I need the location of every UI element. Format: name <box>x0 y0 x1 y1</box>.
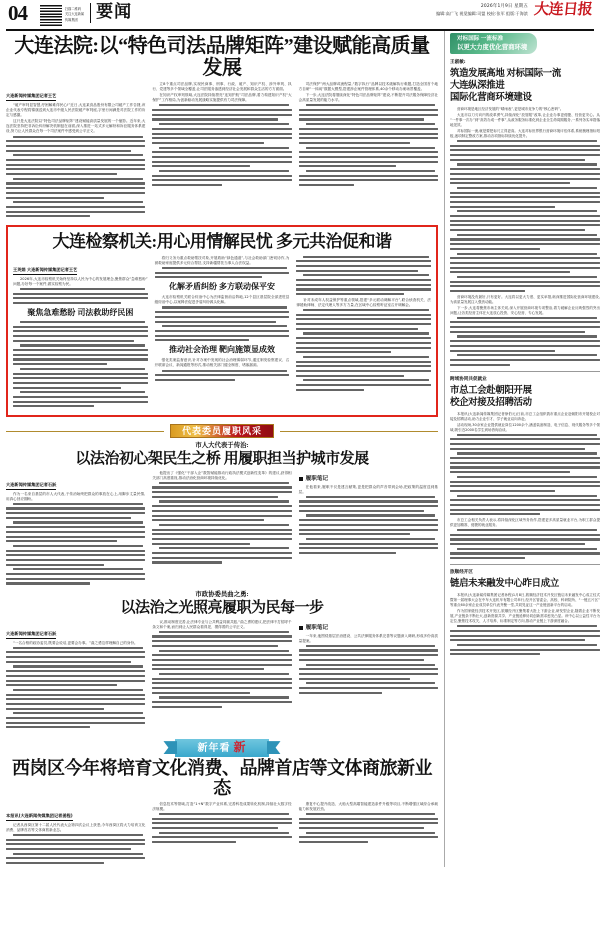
right-story-1-headline <box>450 68 600 104</box>
paragraph: 他提出了《强化“干部入企”数智赋能推动行政执法模式创新性变革》的建议,获得相关部门高度重视,推动法治化营商环境持续优化。 <box>152 470 292 480</box>
right-story-2 <box>450 376 600 560</box>
filler-lines <box>296 309 431 391</box>
filler-lines <box>152 631 291 708</box>
right-story-2-kicker: 跨域协同共促就业 <box>450 376 487 382</box>
filler-lines <box>13 288 148 304</box>
lead-column-1 <box>6 82 145 220</box>
deputy2-column-2-text <box>152 620 291 630</box>
lead-column-1-text <box>6 103 145 135</box>
filler-lines <box>450 317 600 366</box>
deputy-story-1-mark-label <box>299 474 438 484</box>
masthead-meta <box>436 2 528 17</box>
lead-column-2-text <box>152 82 291 103</box>
paragraph: 本报讯(大连新闻传媒集团记者徐伯元)日前,市总工会组织我市重点企业赴朝阳市开展校企对接及招聘活动,助力企业引才、学子就业双向奔赴。 <box>450 411 600 421</box>
newyear-story-byline: 本报讯(大连新闻传媒集团记者姜程) <box>6 812 73 821</box>
redbox-subhead-1: 聚焦急难愁盼 司法救助纾民困 <box>27 307 134 317</box>
deputy2-column-3-text <box>299 634 438 644</box>
publication-date: 2026年1月9日 星期五 <box>480 4 528 9</box>
newyear-column-3-text <box>299 802 438 812</box>
deputy2-column-2 <box>152 620 291 731</box>
opinion-topic-badge <box>450 33 537 54</box>
lead-story-byline: 大连新闻传媒集团记者王艺 <box>6 92 56 101</box>
paragraph: 本报讯(大连新闻传媒集团记者孙程)1月8日,旅顺经济技术开发区链启未来融发中心成立仪式暨第一届理事大会在中车大连机车有限公司举行,经开区管委会、高校、科研院所、“一链五片区”等重点60余家企业成员单位代表齐聚一堂,共同见证这一产业链创新平台的启动。 <box>450 593 600 608</box>
deputy-section-banner <box>6 424 438 438</box>
deputy1-column-1-text <box>6 492 145 502</box>
paragraph: 记者从西岗区第十二届人民代表大会第四次会议上获悉,今年西岗区将大力培育文化消费、品牌首店等文体商旅新业态。 <box>6 822 146 832</box>
topic-badge-line-2: 以更大力度优化营商环境 <box>457 43 528 51</box>
redbox-subhead-3: 推动社会治理 靶向施策显成效 <box>169 345 275 355</box>
paragraph: 大连市以刀刃向内的改革勇气,持续深化“放管服”改革,让企业办事更便捷、经营更安心。从“一件事一次办”到“高效办成一件事”,从政务服务标准化到企业全生命周期服务,一系列务实举措落地见效。 <box>450 113 600 127</box>
banner-rule-right <box>280 431 438 432</box>
editorial-credits: 编辑:高广飞 视觉编辑:司盟 校检:张军 组版:于海滨 <box>436 11 528 16</box>
filler-lines <box>299 645 438 694</box>
redbox-column-3-text <box>296 298 431 308</box>
mark-label-text: 履职笔记 <box>305 475 329 482</box>
newyear-column-2 <box>152 802 291 867</box>
filler-lines <box>152 482 291 564</box>
paragraph: 康复中心提升改造、大船大型高端智能建造条件升级等项目,不断增强区域综合承载能力和发展后劲。 <box>298 801 438 811</box>
redbox-column-3 <box>296 256 431 410</box>
lead-story-headline: 大连法院:以“特色司法品牌矩阵”建设赋能高质量发展 <box>14 35 430 79</box>
mark-label-text: 履职笔记 <box>305 624 329 631</box>
paragraph: 司法保护”两大品牌或流程量,“数字执行”品牌以技术破解执行难题,打造全国首个地方自研“一体阀”数据大模型,搭建涉企案件管理体系,40余个移动办案场景覆盖。 <box>298 82 438 92</box>
deputy-story-2-columns <box>6 620 438 731</box>
highlighted-story <box>6 225 438 417</box>
paragraph: 立8个重点司法品牌,实现民商事、刑事、行政、破产、知识产权、涉外审判、执行、党建等多个领域全覆盖,让司法服务渗透到经济社会发展和群众生活的方方面面。 <box>152 82 292 92</box>
paragraph: 议,推动制度完善,让法律专业与公共利益同频共振,“曲之勇的建议,把法律不打招呼千条文和个案,而归到让人民群众看得见、摸得着的公平正义。 <box>152 619 292 629</box>
headline-line-1: 链启未来融发中心昨日成立 <box>450 579 559 590</box>
paragraph: 强化类案监督意识,针对办案中发现的社会治理薄弱环节,通过制发检察建议、召开联席会议、新闻通报等形式,推动相关部门健全制度、堵塞漏洞。 <box>154 358 290 368</box>
paragraph: 下一步,大连将聚焦市场主体关切,深入开展营商环境专项整治,着力破解企业反映强烈的突出问题,让各类经营主体在大连放心投资、安心经营、专心发展。 <box>450 305 600 315</box>
paragraph: 下一步,大连法院将继续深化“特色司法品牌矩阵”建设,不断提升司法服务保障经济社会高质量发展的能力水平。 <box>298 93 438 103</box>
masthead-divider <box>90 3 91 23</box>
paragraph: 针对未成年人权益保护等重点领域,搭建“多元联动调解平台”,联合侦查机关、法律援助律师、法定代理人等多方力量,在区域中心检察听证室召开调解会。 <box>296 297 432 307</box>
newspaper-nameplate: 大连日报 <box>533 2 593 18</box>
filler-lines <box>450 625 600 655</box>
bullet-square-icon <box>299 626 303 630</box>
redbox-column-2-text <box>155 256 290 266</box>
filler-lines <box>450 529 600 559</box>
newyear-column-1 <box>6 802 145 867</box>
qr-caption-line-2: 关注大连新闻 <box>65 12 85 17</box>
deputy-story-2-mark-label <box>299 623 438 633</box>
paragraph: 在他看来,履职不仅是建言献策,更是把群众的声音带到会场,把政策的温度送到基层。 <box>298 484 438 494</box>
newyear-banner-text: 新年看 <box>197 743 231 755</box>
deputy2-column-3 <box>299 620 438 731</box>
masthead <box>6 0 594 28</box>
headline-line-1: 市总工会赴朝阳开展 <box>450 385 532 396</box>
bullet-square-icon <box>299 477 303 481</box>
deputy-story-2 <box>6 590 438 731</box>
paragraph: 营商环境是地区经济发展的“晴雨表”,更是城市竞争力的“核心密码”。 <box>457 107 564 111</box>
filler-lines <box>155 306 290 341</box>
redbox-column-1-text <box>13 277 148 287</box>
filler-lines <box>155 267 290 278</box>
headline-line-1: 筑造发展高地 对标国际一流 <box>450 69 561 79</box>
topic-badge-line-1: 对标国际 一流标准 <box>457 36 504 42</box>
redbox-column-2-text-b <box>155 295 290 305</box>
filler-lines <box>152 104 291 186</box>
deputy2-column-1 <box>6 620 145 731</box>
qr-code-block[interactable] <box>39 3 84 27</box>
deputy1-column-3 <box>299 471 438 588</box>
redbox-subhead-2: 化解矛盾纠纷 多方联动保平安 <box>169 282 275 292</box>
right-story-1-kicker: 王淑敏: <box>450 60 466 65</box>
paragraph: “一名合格的政协委员,既要会说话,更要会办事。”曲之勇这样理解自己的身份。 <box>13 640 138 645</box>
newyear-story-headline: 西岗区今年将培育文化消费、品牌首店等文体商旅新业态 <box>12 758 432 798</box>
filler-lines <box>299 104 438 186</box>
right-story-1 <box>450 59 600 366</box>
deputy-story-1-headline: 以法治初心架民生之桥 用履职担当护城市发展 <box>75 451 369 468</box>
page-body <box>6 31 600 867</box>
highlighted-story-columns <box>13 256 431 410</box>
paragraph: 大连市检察机关联合综治中心为法律监督前沿阵地,12个县区基层院全部进驻县级综治中心,以案释法促进矛盾纠纷源头化解。 <box>154 295 290 305</box>
lead-column-3-text <box>299 82 438 103</box>
section-title: 要闻 <box>96 2 133 21</box>
right-story-2-body <box>450 412 600 433</box>
filler-lines <box>155 370 290 381</box>
left-zone <box>6 31 438 867</box>
redbox-column-1 <box>13 256 148 410</box>
newyear-story-columns <box>6 802 438 867</box>
paragraph: 营商环境没有最好,只有更好。大连将以更大力度、更实举措,纵深推进国际化营商环境建设,为高质量发展注入强劲动能。 <box>450 294 600 304</box>
filler-lines <box>296 256 431 296</box>
right-story-3-body <box>450 593 600 624</box>
newyear-banner-accent: 新 <box>233 740 247 755</box>
filler-lines <box>13 321 148 407</box>
paragraph: 作为国家级经济技术开发区,旅顺经开区聚集着大批上下游企业,研发型企业,随着企业不断发展,产业链条不断壮大,创新资源共享、产业链延伸协同创新需求愈发凸显。该中心以公益性平台为定位,聚焦技术攻关、人才培养、标准制定等方向,推动产业链上下游深度融合。 <box>450 609 600 624</box>
right-story-1-body <box>450 107 600 139</box>
filler-lines <box>6 503 145 585</box>
banner-rule-left <box>6 431 164 432</box>
paragraph: 将归义务为重点救助帮扶对象,开展救助“绿色通道”,与社会救助部门密切协作,为被救助家庭提供多元综合帮扶,支持新疆帮扶当事人合法权益。 <box>154 255 290 265</box>
filler-lines <box>299 813 438 843</box>
filler-lines <box>6 647 145 729</box>
filler-lines <box>152 813 291 843</box>
deputy1-column-1 <box>6 471 145 588</box>
headline-line-2: 大连纵深推进 <box>450 81 505 91</box>
filler-lines <box>299 496 438 554</box>
right-story-3-kicker: 旅顺经开区 <box>450 570 473 576</box>
right-divider-2 <box>450 564 600 565</box>
lead-story-columns <box>6 82 438 220</box>
qr-caption-line-3: 传媒集团 <box>65 17 78 22</box>
filler-lines <box>6 834 145 864</box>
paragraph: 2026年,大连市检察机关始终坚持以人民为中心的发展理念,聚焦群众“急难愁盼”问题,办好每一个案件,做实检察为民。 <box>13 276 148 286</box>
paragraph: 一年来,他围绕基层法治建设、公共法律服务体系完善等议题深入调研,形成多份高质量提案。 <box>298 633 438 643</box>
lead-column-2 <box>152 82 291 220</box>
qr-caption <box>63 7 84 23</box>
paragraph: 作为一名来自基层的市人大代表,于传治始终把群众的事放在心上,用脚步丈量民情,用真心回应期盼。 <box>6 491 146 501</box>
filler-lines <box>450 140 600 292</box>
newyear-column-1-text <box>6 823 145 833</box>
headline-line-3: 国际化营商环境建设 <box>450 93 532 103</box>
lead-story <box>6 35 438 220</box>
deputy-section-banner-label: 代表委员履职风采 <box>170 424 274 438</box>
right-divider-1 <box>450 371 600 372</box>
filler-lines <box>6 136 145 218</box>
newyear-column-3 <box>299 802 438 867</box>
deputy-story-2-headline: 以法治之光照亮履职为民每一步 <box>120 600 324 617</box>
paragraph: 对标国际一流,就是要把标尺立得更高。大连对标世界银行营商环境评估体系,系统梳理指标短板,逐项制定整改方案,推动各项指标持续优化提升。 <box>450 129 600 138</box>
newyear-column-2-text <box>152 802 291 812</box>
paragraph: 市总工会相关负责人表示,将持续深化区域劳务协作,搭建更多高质量就业平台,为职工群众提供更加精准、便捷的就业服务。 <box>450 518 600 528</box>
right-story-1-body-tail <box>450 295 600 316</box>
deputy2-column-1-text <box>6 641 145 646</box>
highlighted-story-headline: 大连检察机关:用心用情解民忧 多元共治促和谐 <box>52 231 392 251</box>
deputy1-column-2-text <box>152 471 291 481</box>
right-zone <box>444 31 600 867</box>
headline-line-2: 校企对接及招聘活动 <box>450 397 532 408</box>
qr-code-icon[interactable] <box>39 3 63 27</box>
deputy1-column-3-text <box>299 485 438 495</box>
deputy-story-1-kicker: 市人大代表于传治: <box>195 442 249 450</box>
redbox-column-2 <box>155 256 290 410</box>
deputy1-column-2 <box>152 471 291 588</box>
paragraph: 活动现场,30余家企业提供就业岗位1200余个,涵盖装备制造、电子信息、现代服务等多个领域,吸引近2000名学生到场咨询洽谈。 <box>450 422 600 432</box>
highlighted-story-byline: 王英娟 大连新闻传媒集团记者王艺 <box>13 266 77 275</box>
qr-caption-line-1: 扫描二维码 <box>65 7 81 12</box>
paragraph: 这只是大连法院以“特色司法品牌矩阵”建设赋能高质量发展的一个缩影。近年来,大连法院坚持把非诉讼纠纷解决机制挺在前面,深入推进一站式多元解纷和诉讼服务体系建设,努力让人民群众在每一个司法案件中感受到公平正义。 <box>6 119 146 134</box>
paragraph: “破产审判显智慧,纾困解难得民心!”近日,大连某食品股份有限公司破产工作告捷,该企业代表专程将锦旗送到大连市中级人民法院破产审判庭,字里行间满是对法院工作的肯定与感激。 <box>6 103 146 118</box>
paragraph: 信息技术等领域,打造“1+N”数字产业体系,完善科技成果转化机制,持续壮大数字经济规模。 <box>152 801 292 811</box>
right-story-2-headline <box>450 385 600 409</box>
redbox-column-2-text-c <box>155 358 290 368</box>
newyear-banner <box>6 739 438 757</box>
deputy-story-2-kicker: 市政协委员曲之勇: <box>195 591 249 599</box>
newyear-banner-ribbon <box>175 739 268 757</box>
paragraph: 在知识产权审判领域,大连法院持续擦亮“连知护航”司法品牌,着力构建知识产权“大保护”工作格局,为创新驱动发展战略实施提供有力司法保障。 <box>152 93 292 103</box>
lead-column-3 <box>299 82 438 220</box>
filler-lines <box>450 434 600 516</box>
masthead-right <box>436 2 594 19</box>
deputy-story-1-byline: 大连新闻传媒集团记者石跃 <box>6 481 56 490</box>
right-story-2-body-tail <box>450 518 600 528</box>
deputy-story-1-columns <box>6 471 438 588</box>
deputy-story-2-byline: 大连新闻传媒集团记者石跃 <box>6 630 56 639</box>
right-story-3 <box>450 569 600 655</box>
page-folio-number: 04 <box>8 1 27 25</box>
right-story-3-headline <box>450 578 600 590</box>
deputy-story-1 <box>6 441 438 587</box>
